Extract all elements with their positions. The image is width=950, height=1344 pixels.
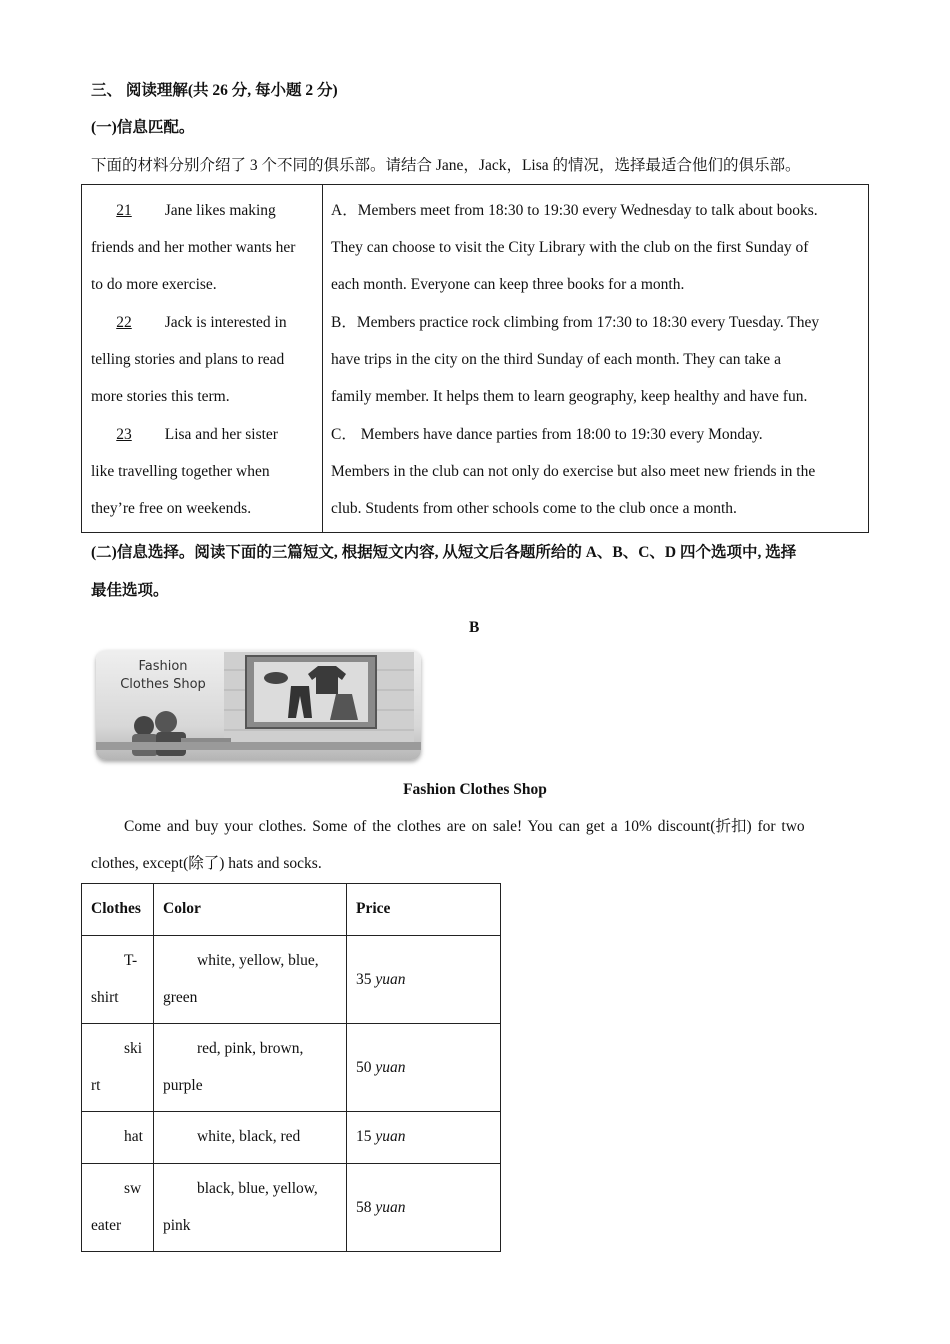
person-23-line3: they’re free on weekends.: [91, 500, 252, 517]
part1-intro: 下面的材料分别介绍了 3 个不同的俱乐部。请结合 Jane，Jack，Lisa 的情况，选择最适合他们的俱乐部。: [91, 157, 801, 174]
club-c-line2: Members in the club can not only do exercise but also meet new friends in the: [331, 463, 816, 480]
cell-clothes: hat: [124, 1128, 143, 1145]
part2-instruction-line2: 最佳选项。: [91, 582, 169, 599]
header-clothes: Clothes: [91, 900, 141, 917]
answer-blank-22[interactable]: 22: [116, 314, 132, 331]
cell-color: white, black, red: [197, 1128, 301, 1145]
club-c-line1: C． Members have dance parties from 18:00 to 19:30 every Monday.: [331, 426, 763, 443]
cell-price: 15 yuan: [356, 1128, 406, 1145]
club-a-line1: A．Members meet from 18:30 to 19:30 every Wednesday to talk about books.: [331, 202, 818, 219]
fashion-shop-banner-image: [96, 650, 421, 760]
cell-price: 50 yuan: [356, 1059, 406, 1076]
table-row: T- shirt white, yellow, blue, green 35 yuan: [82, 936, 501, 1024]
club-b-line1: B．Members practice rock climbing from 17:30 to 18:30 every Tuesday. They: [331, 314, 820, 331]
cell-clothes: sw: [124, 1180, 142, 1197]
table-header-row: [82, 884, 501, 936]
part1-title: (一)信息匹配。: [91, 119, 195, 136]
cell-color: red, pink, brown,: [197, 1040, 304, 1057]
cell-clothes: ski: [124, 1040, 143, 1057]
header-price: Price: [356, 900, 391, 917]
passage-label: B: [469, 619, 480, 636]
table-row: sw eater black, blue, yellow, pink 58 yuan: [82, 1164, 501, 1252]
matching-table: [81, 184, 869, 533]
table-row: ski rt red, pink, brown, purple 50 yuan: [82, 1024, 501, 1112]
answer-blank-21[interactable]: 21: [116, 202, 132, 219]
club-c-line3: club. Students from other schools come to the club once a month.: [331, 500, 737, 517]
person-22-line1: 22 Jack is interested in: [91, 313, 287, 333]
section-heading: 三、 阅读理解(共 26 分, 每小题 2 分): [91, 82, 338, 99]
club-a-line3: each month. Everyone can keep three books for a month.: [331, 276, 685, 293]
cell-clothes: T-: [124, 952, 138, 969]
header-color: Color: [163, 900, 201, 917]
person-21-line1: 21 Jane likes making: [91, 201, 276, 221]
answer-blank-23[interactable]: 23: [116, 426, 132, 443]
passage-para-line1: Come and buy your clothes. Some of the clothes are on sale! You can get a 10% discount(折扣) for two: [124, 818, 805, 835]
banner-stripe: [96, 742, 421, 750]
banner-text: Fashion Clothes Shop: [120, 659, 206, 692]
clothes-price-table: [81, 883, 501, 1252]
person-23-line1: 23 Lisa and her sister: [91, 425, 278, 445]
cell-price: 58 yuan: [356, 1199, 406, 1216]
person-22-line3: more stories this term.: [91, 388, 230, 405]
table-row: [82, 1112, 501, 1164]
cell-price: 35 yuan: [356, 971, 406, 988]
cell-color: white, yellow, blue,: [197, 952, 319, 969]
passage-para-line2: clothes, except(除了) hats and socks.: [91, 855, 322, 872]
person-21-line2: friends and her mother wants her: [91, 239, 296, 256]
part2-instruction-line1: (二)信息选择。阅读下面的三篇短文, 根据短文内容, 从短文后各题所给的 A、B、C、D 四个选项中, 选择: [91, 544, 797, 561]
cell-color: black, blue, yellow,: [197, 1180, 318, 1197]
passage-title: Fashion Clothes Shop: [403, 781, 547, 798]
club-b-line2: have trips in the city on the third Sunday of each month. They can take a: [331, 351, 781, 368]
person-22-line2: telling stories and plans to read: [91, 351, 285, 368]
person-23-line2: like travelling together when: [91, 463, 270, 480]
matching-table-divider: [322, 185, 323, 532]
club-b-line3: family member. It helps them to learn geography, keep healthy and have fun.: [331, 388, 808, 405]
club-a-line2: They can choose to visit the City Library with the club on the first Sunday of: [331, 239, 809, 256]
person-21-line3: to do more exercise.: [91, 276, 217, 293]
